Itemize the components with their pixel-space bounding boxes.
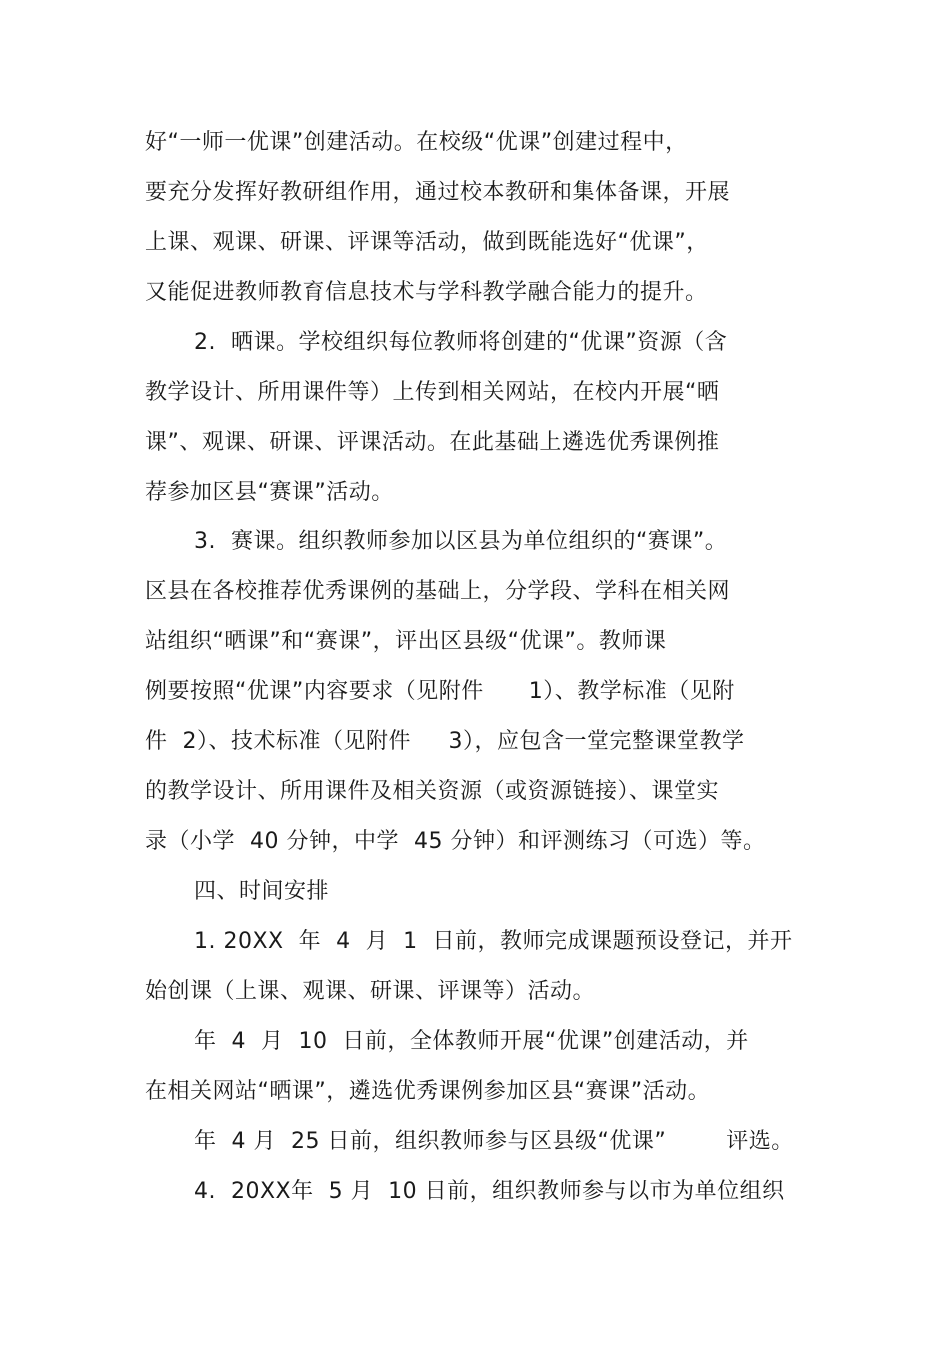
body-text-line: 上课、观课、研课、评课等活动，做到既能选好“优课”，: [145, 230, 709, 255]
body-text-line: 要充分发挥好教研组作用，通过校本教研和集体备课，开展: [145, 180, 731, 205]
body-text-line: 又能促进教师教育信息技术与学科教学融合能力的提升。: [145, 280, 708, 305]
body-text-line: 录（小学 40 分钟，中学 45 分钟）和评测练习（可选）等。: [145, 829, 766, 854]
body-text-line: 站组织“晒课”和“赛课”，评出区县级“优课”。教师课: [145, 629, 667, 654]
section-heading: 四、时间安排: [194, 879, 330, 904]
schedule-item-3: 年 4 月 25 日前，组织教师参与区县级“优课” 评选。: [194, 1129, 794, 1154]
body-text-line: 好“一师一优课”创建活动。在校级“优课”创建过程中，: [145, 130, 688, 155]
body-text-line: 课”、观课、研课、评课活动。在此基础上遴选优秀课例推: [145, 430, 720, 455]
body-text-line: 教学设计、所用课件等）上传到相关网站，在校内开展“晒: [145, 380, 720, 405]
body-text-line: 的教学设计、所用课件及相关资源（或资源链接）、课堂实: [145, 779, 720, 804]
body-text-line: 区县在各校推荐优秀课例的基础上，分学段、学科在相关网: [145, 579, 731, 604]
schedule-item-2: 年 4 月 10 日前，全体教师开展“优课”创建活动，并: [194, 1029, 749, 1054]
schedule-item-1: 1. 20XX 年 4 月 1 日前，教师完成课题预设登记，并开: [194, 929, 793, 954]
body-text-line: 件 2）、技术标准（见附件 3），应包含一堂完整课堂教学: [145, 729, 745, 754]
body-text-line: 始创课（上课、观课、研课、评课等）活动。: [145, 979, 596, 1004]
paragraph-3-start: 3. 赛课。组织教师参加以区县为单位组织的“赛课”。: [194, 529, 728, 554]
paragraph-2-start: 2. 晒课。学校组织每位教师将创建的“优课”资源（含: [194, 330, 728, 355]
schedule-item-4: 4. 20XX年 5 月 10 日前，组织教师参与以市为单位组织: [194, 1179, 785, 1204]
body-text-line: 例要按照“优课”内容要求（见附件 1）、教学标准（见附: [145, 679, 735, 704]
body-text-line: 在相关网站“晒课”，遴选优秀课例参加区县“赛课”活动。: [145, 1079, 711, 1104]
body-text-line: 荐参加区县“赛课”活动。: [145, 480, 394, 505]
